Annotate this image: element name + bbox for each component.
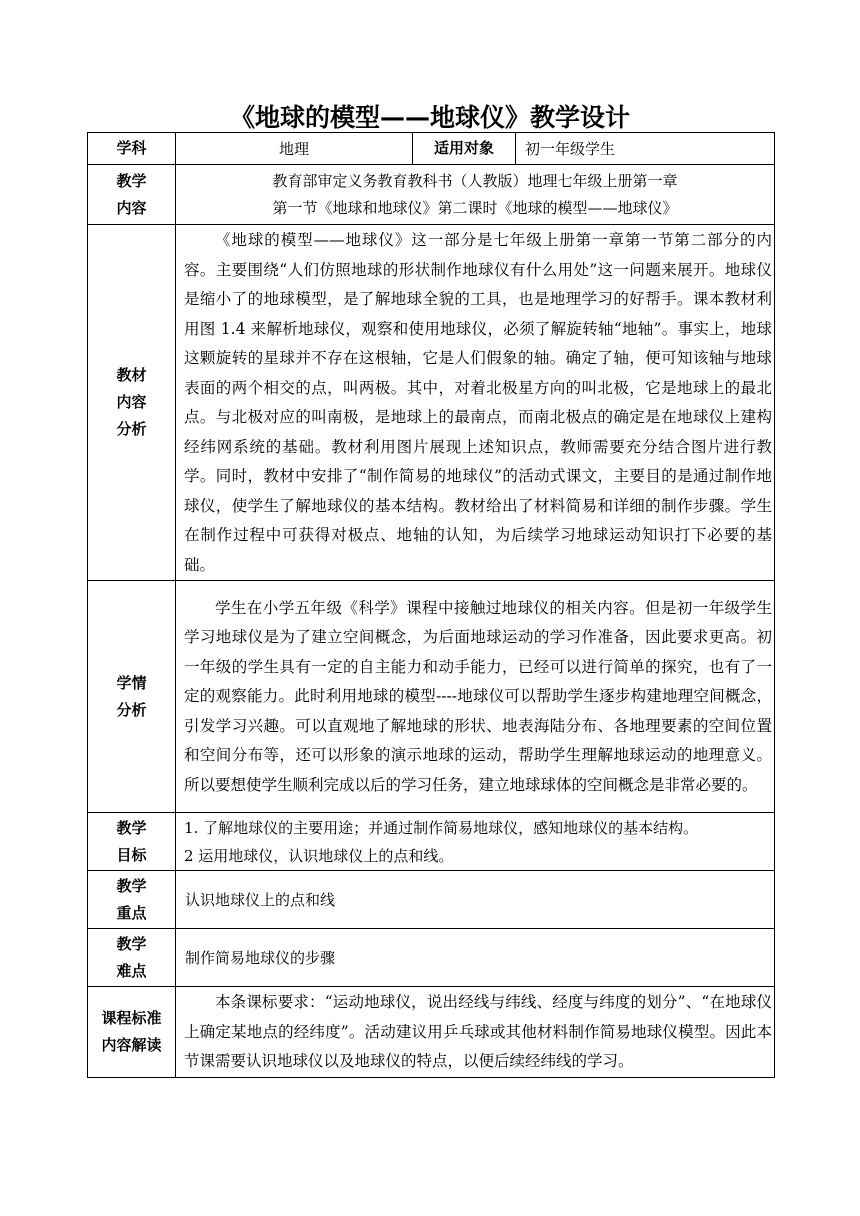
students-label-line2: 分析 [116, 700, 147, 719]
student-analysis-text: 学生在小学五年级《科学》课程中接触过地球仪的相关内容。但是初一年级学生学习地球仪是为了建立空间概念，为后面地球运动的学习作准备，因此要求更高。初一年级的学生具有一定的自主能力和动手能力，已经可以进行简单的探究，也有了一定的观察能力。此时利用地球的模型----地球仪可以帮助学生逐步构建地理空间概念，引发学习兴趣。可以直观地了解地球的形状、地表海陆分布、各地理要素的空间位置和空间分布等，还可以形象的演示地球的运动，帮助学生理解地球运动的地理意义。所以要想使学生顺利完成以后的学习任务，建立地球球体的空间概念是非常必要的。 [176, 581, 775, 813]
difficult-label [88, 929, 176, 987]
goal-item-1: 1. 了解地球仪的主要用途；并通过制作简易地球仪，感知地球仪的基本结构。 [184, 818, 699, 837]
difficult-label-line2: 难点 [116, 961, 147, 980]
textbook-label-line3: 分析 [116, 420, 147, 438]
standard-label-line1: 课程标准 [101, 1008, 162, 1027]
standard-label-line2: 内容解读 [101, 1035, 162, 1054]
key-label-line1: 教学 [116, 876, 147, 895]
key-label [88, 871, 176, 929]
difficult-label-line1: 教学 [116, 934, 147, 953]
standard-label [88, 987, 176, 1078]
row-student-analysis [88, 581, 775, 813]
goals-label-line1: 教学 [116, 818, 147, 837]
key-label-line2: 重点 [116, 903, 147, 922]
audience-label: 适用对象 [413, 133, 516, 165]
row-difficult-points [88, 929, 775, 987]
content-line2: 第一节《地球和地球仪》第二课时《地球的模型——地球仪》 [272, 198, 678, 217]
content-label-line1: 教学 [116, 171, 147, 190]
audience-value: 初一年级学生 [516, 133, 775, 165]
content-label [88, 165, 176, 225]
row-key-points [88, 871, 775, 929]
students-label [88, 581, 176, 813]
textbook-analysis-text: 《地球的模型——地球仪》这一部分是七年级上册第一章第一节第二部分的内容。主要围绕“人们仿照地球的形状制作地球仪有什么用处”这一问题来展开。地球仪是缩小了的地球模型，是了解地球全貌的工具，也是地理学习的好帮手。课本教材利用图 1.4 来解析地球仪，观察和使用地球仪，必须了解旋转轴“地轴”。事实上，地球这颗旋转的星球并不存在这根轴，它是人们假象的轴。确定了轴，便可知该轴与地球表面的两个相交的点，叫两极。其中，对着北极星方向的叫北极，它是地球上的最北点。与北极对应的叫南极，是地球上的最南点，而南北极点的确定是在地球仪上建构经纬网系统的基础。教材利用图片展现上述知识点，教师需要充分结合图片进行教学。同时，教材中安排了“制作简易的地球仪”的活动式课文，主要目的是通过制作地球仪，使学生了解地球仪的基本结构。教材给出了材料简易和详细的制作步骤。学生在制作过程中可获得对极点、地轴的认知，为后续学习地球运动知识打下必要的基础。 [176, 225, 775, 581]
row-content [88, 165, 775, 225]
curriculum-standard-text: 本条课标要求：“运动地球仪，说出经线与纬线、经度与纬度的划分”、“在地球仪上确定某地点的经纬度”。活动建议用乒乓球或其他材料制作简易地球仪模型。因此本节课需要认识地球仪以及地球仪的特点，以便后续经纬线的学习。 [176, 987, 775, 1078]
textbook-label-line2: 内容 [116, 393, 147, 411]
goals-label-line2: 目标 [116, 845, 147, 864]
row-textbook-analysis [88, 225, 775, 581]
document-title: 《地球的模型——地球仪》教学设计 [229, 103, 630, 132]
row-goals [88, 813, 775, 871]
key-points-text: 认识地球仪上的点和线 [176, 871, 775, 929]
content-line1: 教育部审定义务教育教科书（人教版）地理七年级上册第一章 [272, 171, 678, 190]
content-value [176, 165, 775, 225]
students-label-line1: 学情 [116, 673, 147, 692]
subject-label: 学科 [88, 133, 176, 165]
textbook-label [88, 225, 176, 581]
difficult-points-text: 制作简易地球仪的步骤 [176, 929, 775, 987]
goal-item-2: 2 运用地球仪，认识地球仪上的点和线。 [184, 846, 454, 865]
row-subject [88, 133, 775, 165]
row-curriculum-standard [88, 987, 775, 1078]
goals-list [176, 813, 775, 871]
goals-label [88, 813, 176, 871]
subject-value: 地理 [176, 133, 413, 165]
textbook-label-line1: 教材 [116, 366, 147, 384]
lesson-plan-table [87, 132, 775, 1078]
content-label-line2: 内容 [116, 198, 147, 217]
